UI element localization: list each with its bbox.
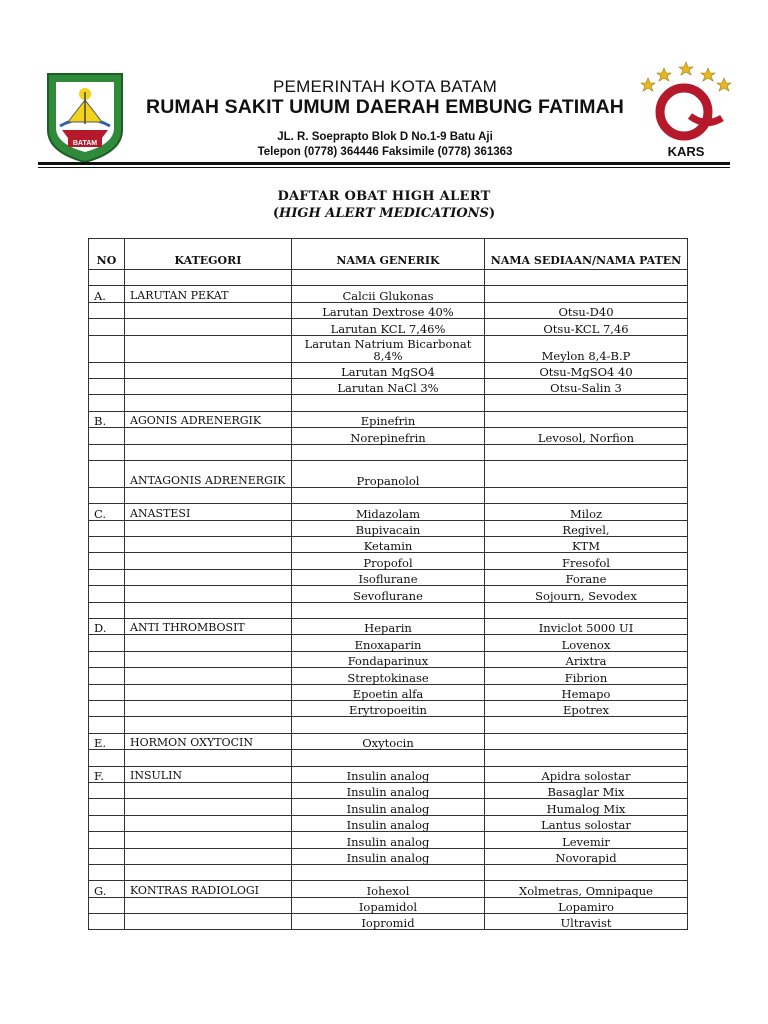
header-nama-generik: NAMA GENERIK xyxy=(292,239,485,270)
table-header-row xyxy=(89,239,688,270)
row-generic-name: Bupivacain xyxy=(292,520,485,536)
table-row xyxy=(89,520,688,536)
table-row xyxy=(89,428,688,444)
batam-city-emblem-logo xyxy=(46,72,124,164)
row-number xyxy=(89,378,125,394)
row-category xyxy=(125,395,292,411)
row-number xyxy=(89,487,125,503)
table-row xyxy=(89,881,688,897)
table-row xyxy=(89,668,688,684)
row-number xyxy=(89,799,125,815)
row-number xyxy=(89,362,125,378)
row-generic-name: Iopamidol xyxy=(292,897,485,913)
row-number xyxy=(89,651,125,667)
table-row xyxy=(89,319,688,335)
row-generic-name: Fondaparinux xyxy=(292,651,485,667)
row-brand-name xyxy=(485,444,688,460)
row-number: B. xyxy=(89,411,125,427)
row-number xyxy=(89,717,125,733)
row-generic-name: Insulin analog xyxy=(292,799,485,815)
table-row xyxy=(89,700,688,716)
row-brand-name: Levosol, Norfion xyxy=(485,428,688,444)
row-category xyxy=(125,302,292,318)
row-generic-name xyxy=(292,602,485,618)
table-row xyxy=(89,602,688,618)
row-number xyxy=(89,700,125,716)
row-number xyxy=(89,897,125,913)
table-row xyxy=(89,586,688,602)
table-row xyxy=(89,864,688,880)
row-category xyxy=(125,319,292,335)
high-alert-medications-table xyxy=(88,238,688,930)
row-brand-name: Meylon 8,4-B.P xyxy=(485,335,688,362)
row-generic-name: Insulin analog xyxy=(292,848,485,864)
row-number xyxy=(89,537,125,553)
table-row xyxy=(89,444,688,460)
row-category xyxy=(125,569,292,585)
row-brand-name: Lovenox xyxy=(485,635,688,651)
row-number xyxy=(89,750,125,766)
table-body xyxy=(89,270,688,930)
kars-logo-text: KARS xyxy=(667,144,705,159)
row-category xyxy=(125,914,292,930)
row-category: KONTRAS RADIOLOGI xyxy=(125,881,292,897)
row-brand-name xyxy=(485,286,688,302)
row-category xyxy=(125,684,292,700)
row-generic-name: Epinefrin xyxy=(292,411,485,427)
table-row xyxy=(89,897,688,913)
row-number xyxy=(89,428,125,444)
row-category xyxy=(125,717,292,733)
row-brand-name xyxy=(485,411,688,427)
row-number xyxy=(89,270,125,286)
table-row xyxy=(89,460,688,487)
row-generic-name xyxy=(292,395,485,411)
row-brand-name xyxy=(485,270,688,286)
row-number: A. xyxy=(89,286,125,302)
table-row xyxy=(89,286,688,302)
table-row xyxy=(89,914,688,930)
row-number xyxy=(89,460,125,487)
table-row xyxy=(89,733,688,749)
row-generic-name: Larutan KCL 7,46% xyxy=(292,319,485,335)
row-generic-name: Sevoflurane xyxy=(292,586,485,602)
row-category xyxy=(125,700,292,716)
row-category xyxy=(125,537,292,553)
row-category xyxy=(125,487,292,503)
row-number xyxy=(89,319,125,335)
table-row xyxy=(89,553,688,569)
row-number: D. xyxy=(89,619,125,635)
row-brand-name xyxy=(485,864,688,880)
header-no: NO xyxy=(89,239,125,270)
row-generic-name: Larutan NaCl 3% xyxy=(292,378,485,394)
row-brand-name: Otsu-MgSO4 40 xyxy=(485,362,688,378)
row-number xyxy=(89,586,125,602)
table-row xyxy=(89,537,688,553)
row-number: E. xyxy=(89,733,125,749)
row-category: ANTAGONIS ADRENERGIK xyxy=(125,460,292,487)
row-category xyxy=(125,335,292,362)
header-nama-paten: NAMA SEDIAAN/NAMA PATEN xyxy=(485,239,688,270)
table-row xyxy=(89,411,688,427)
header-rule-thick xyxy=(38,162,730,165)
row-category xyxy=(125,270,292,286)
row-number xyxy=(89,914,125,930)
row-category xyxy=(125,378,292,394)
row-generic-name: Larutan Dextrose 40% xyxy=(292,302,485,318)
row-number xyxy=(89,520,125,536)
row-brand-name xyxy=(485,395,688,411)
table-row xyxy=(89,799,688,815)
row-number xyxy=(89,335,125,362)
table-row xyxy=(89,335,688,362)
row-generic-name: Enoxaparin xyxy=(292,635,485,651)
row-category xyxy=(125,750,292,766)
government-name: PEMERINTAH KOTA BATAM xyxy=(273,77,497,96)
row-generic-name xyxy=(292,864,485,880)
document-title: DAFTAR OBAT HIGH ALERT xyxy=(277,189,491,204)
row-brand-name: Fresofol xyxy=(485,553,688,569)
document-subtitle-text: HIGH ALERT MEDICATIONS xyxy=(279,206,489,221)
row-category: HORMON OXYTOCIN xyxy=(125,733,292,749)
row-category xyxy=(125,864,292,880)
row-number xyxy=(89,864,125,880)
row-category: ANASTESI xyxy=(125,504,292,520)
table-row xyxy=(89,684,688,700)
row-generic-name: Calcii Glukonas xyxy=(292,286,485,302)
hospital-address: JL. R. Soeprapto Blok D No.1-9 Batu Aji xyxy=(277,131,493,143)
table-row xyxy=(89,635,688,651)
row-category xyxy=(125,832,292,848)
row-generic-name: Insulin analog xyxy=(292,832,485,848)
row-number xyxy=(89,302,125,318)
kars-accreditation-logo xyxy=(636,56,736,160)
row-brand-name: Miloz xyxy=(485,504,688,520)
row-brand-name: Humalog Mix xyxy=(485,799,688,815)
row-generic-name: Iohexol xyxy=(292,881,485,897)
row-brand-name: Otsu-Salin 3 xyxy=(485,378,688,394)
row-brand-name: Inviclot 5000 UI xyxy=(485,619,688,635)
row-generic-name xyxy=(292,444,485,460)
row-number xyxy=(89,815,125,831)
row-number xyxy=(89,635,125,651)
row-category xyxy=(125,553,292,569)
row-generic-name: Oxytocin xyxy=(292,733,485,749)
row-brand-name: Basaglar Mix xyxy=(485,782,688,798)
table-row xyxy=(89,766,688,782)
row-number xyxy=(89,684,125,700)
row-number xyxy=(89,395,125,411)
row-brand-name: Otsu-KCL 7,46 xyxy=(485,319,688,335)
row-number: C. xyxy=(89,504,125,520)
row-category: AGONIS ADRENERGIK xyxy=(125,411,292,427)
row-brand-name: Levemir xyxy=(485,832,688,848)
document-subtitle: (HIGH ALERT MEDICATIONS) xyxy=(272,206,496,221)
table-row xyxy=(89,717,688,733)
row-generic-name xyxy=(292,270,485,286)
row-category xyxy=(125,651,292,667)
row-category xyxy=(125,428,292,444)
row-brand-name: KTM xyxy=(485,537,688,553)
row-category xyxy=(125,520,292,536)
row-brand-name: Xolmetras, Omnipaque xyxy=(485,881,688,897)
hospital-phone: Telepon (0778) 364446 Faksimile (0778) 361363 xyxy=(257,146,513,158)
table-row xyxy=(89,619,688,635)
table-row xyxy=(89,815,688,831)
row-brand-name: Novorapid xyxy=(485,848,688,864)
row-generic-name: Isoflurane xyxy=(292,569,485,585)
row-generic-name: Iopromid xyxy=(292,914,485,930)
row-brand-name: Regivel, xyxy=(485,520,688,536)
row-category: INSULIN xyxy=(125,766,292,782)
row-generic-name: Norepinefrin xyxy=(292,428,485,444)
row-number xyxy=(89,553,125,569)
row-generic-name: Streptokinase xyxy=(292,668,485,684)
row-category xyxy=(125,602,292,618)
table-row xyxy=(89,848,688,864)
row-brand-name: Ultravist xyxy=(485,914,688,930)
table-row xyxy=(89,487,688,503)
row-brand-name: Hemapo xyxy=(485,684,688,700)
row-category xyxy=(125,782,292,798)
row-brand-name xyxy=(485,733,688,749)
row-category xyxy=(125,799,292,815)
row-brand-name: Fibrion xyxy=(485,668,688,684)
row-generic-name: Epoetin alfa xyxy=(292,684,485,700)
row-number xyxy=(89,444,125,460)
header-rule-thin xyxy=(38,167,730,168)
row-number xyxy=(89,602,125,618)
row-number xyxy=(89,848,125,864)
table-row xyxy=(89,302,688,318)
row-number: F. xyxy=(89,766,125,782)
row-generic-name: Insulin analog xyxy=(292,766,485,782)
row-category xyxy=(125,586,292,602)
row-category xyxy=(125,444,292,460)
table-row xyxy=(89,782,688,798)
hospital-name: RUMAH SAKIT UMUM DAERAH EMBUNG FATIMAH xyxy=(146,96,624,118)
row-brand-name xyxy=(485,487,688,503)
table-row xyxy=(89,395,688,411)
row-brand-name xyxy=(485,602,688,618)
row-brand-name: Forane xyxy=(485,569,688,585)
row-category xyxy=(125,635,292,651)
row-number xyxy=(89,782,125,798)
row-generic-name xyxy=(292,487,485,503)
row-category xyxy=(125,848,292,864)
table-row xyxy=(89,651,688,667)
row-generic-name: Heparin xyxy=(292,619,485,635)
row-brand-name: Lopamiro xyxy=(485,897,688,913)
row-category xyxy=(125,815,292,831)
row-generic-name: Propanolol xyxy=(292,460,485,487)
row-number xyxy=(89,668,125,684)
row-category: ANTI THROMBOSIT xyxy=(125,619,292,635)
table-row xyxy=(89,378,688,394)
row-generic-name: Larutan Natrium Bicarbonat 8,4% xyxy=(292,335,485,362)
row-category xyxy=(125,897,292,913)
row-generic-name xyxy=(292,750,485,766)
table-row xyxy=(89,362,688,378)
row-category xyxy=(125,362,292,378)
row-brand-name: Sojourn, Sevodex xyxy=(485,586,688,602)
row-brand-name: Arixtra xyxy=(485,651,688,667)
row-generic-name: Ketamin xyxy=(292,537,485,553)
row-generic-name: Insulin analog xyxy=(292,782,485,798)
header-kategori: KATEGORI xyxy=(125,239,292,270)
row-generic-name: Midazolam xyxy=(292,504,485,520)
row-generic-name: Larutan MgSO4 xyxy=(292,362,485,378)
row-number xyxy=(89,832,125,848)
row-number: G. xyxy=(89,881,125,897)
row-generic-name: Erytropoeitin xyxy=(292,700,485,716)
row-brand-name: Apidra solostar xyxy=(485,766,688,782)
table-row xyxy=(89,750,688,766)
row-brand-name: Epotrex xyxy=(485,700,688,716)
row-category: LARUTAN PEKAT xyxy=(125,286,292,302)
row-generic-name: Propofol xyxy=(292,553,485,569)
table-row xyxy=(89,504,688,520)
batam-logo-text: BATAM xyxy=(72,140,98,147)
table-row xyxy=(89,270,688,286)
table-row xyxy=(89,569,688,585)
row-brand-name: Otsu-D40 xyxy=(485,302,688,318)
row-category xyxy=(125,668,292,684)
row-brand-name xyxy=(485,750,688,766)
row-brand-name xyxy=(485,717,688,733)
row-generic-name: Insulin analog xyxy=(292,815,485,831)
row-brand-name xyxy=(485,460,688,487)
row-brand-name: Lantus solostar xyxy=(485,815,688,831)
row-number xyxy=(89,569,125,585)
row-generic-name xyxy=(292,717,485,733)
table-row xyxy=(89,832,688,848)
